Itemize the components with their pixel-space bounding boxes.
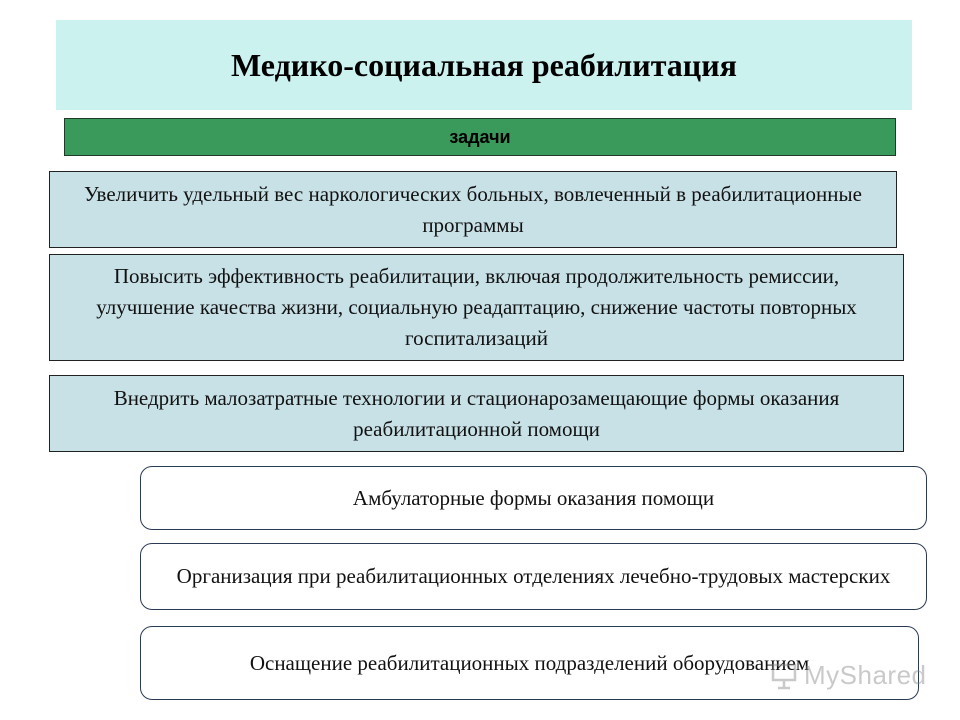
task-text-3: Внедрить малозатратные технологии и стационарозамещающие формы оказания реабилитационной помощи [113, 385, 840, 441]
form-text-2: Организация при реабилитационных отделениях лечебно-трудовых мастерских [176, 564, 891, 588]
form-text-1: Амбулаторные формы оказания помощи [352, 485, 715, 510]
watermark-text: MyShared [804, 660, 927, 690]
task-text-1: Увеличить удельный вес наркологических больных, вовлеченный в реабилитационные программы [84, 181, 862, 237]
form-box-2 [140, 543, 927, 610]
task-box-1 [49, 171, 897, 248]
task-box-2 [49, 254, 904, 361]
title-banner [56, 20, 912, 110]
slide-title: Медико-социальная реабилитация [231, 46, 737, 83]
form-box-1 [140, 466, 927, 530]
watermark [770, 660, 927, 691]
tasks-header-bar [64, 118, 896, 156]
presentation-board-icon [770, 662, 798, 690]
tasks-header-label: задачи [449, 126, 511, 147]
task-box-3 [49, 375, 904, 452]
form-text-3: Оснащение реабилитационных подразделений оборудованием [249, 650, 810, 675]
task-text-2: Повысить эффективность реабилитации, включая продолжительность ремиссии, улучшение качества жизни, социальную реадаптацию, снижение частоты повторных госпитализаций [96, 264, 857, 350]
